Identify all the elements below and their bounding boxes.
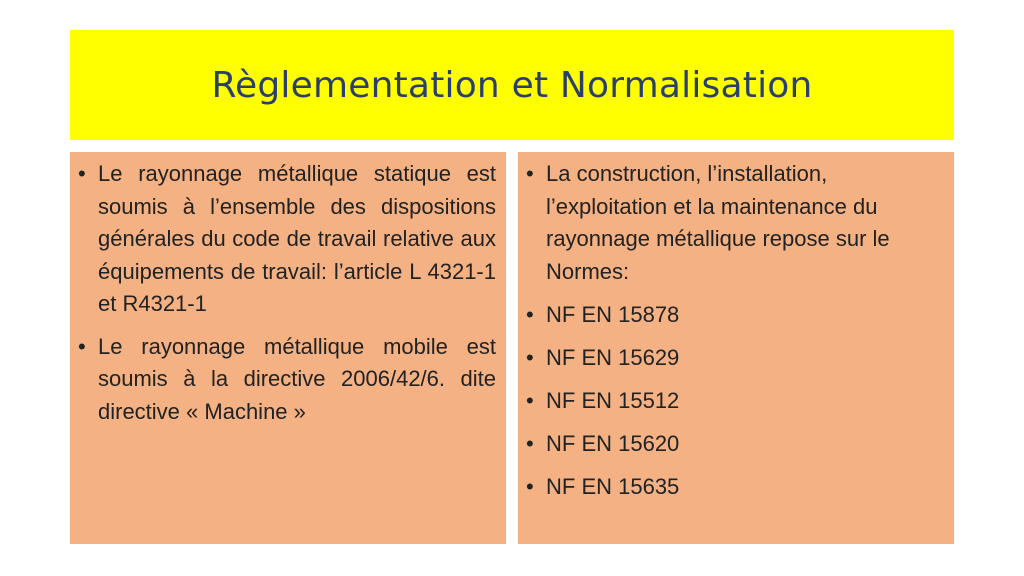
bullet-icon: •	[526, 301, 534, 327]
list-item	[526, 428, 944, 461]
right-content-panel	[518, 152, 954, 544]
bullet-icon: •	[526, 387, 534, 413]
list-item	[78, 331, 496, 429]
list-item	[526, 158, 944, 288]
list-item	[526, 299, 944, 332]
left-content-panel	[70, 152, 506, 544]
bullet-icon: •	[78, 333, 86, 359]
norm-reference: NF EN 15620	[546, 430, 680, 456]
norm-reference: NF EN 15512	[546, 387, 680, 413]
title-banner	[70, 30, 954, 140]
bullet-icon: •	[526, 430, 534, 456]
list-item	[526, 385, 944, 418]
list-item	[78, 158, 496, 321]
left-bullet-list	[78, 158, 496, 428]
bullet-icon: •	[526, 161, 534, 186]
bullet-icon: •	[526, 473, 534, 499]
norm-reference: NF EN 15878	[546, 301, 680, 327]
bullet-text: Le rayonnage métallique statique est soumis à l’ensemble des dispositions générales du code de travail relative aux équipements de travail: l’article L 4321-1 et R4321-1	[98, 161, 496, 316]
norm-reference: NF EN 15629	[546, 344, 680, 370]
list-item	[526, 471, 944, 504]
list-item	[526, 342, 944, 375]
norm-reference: NF EN 15635	[546, 473, 680, 499]
bullet-icon: •	[78, 161, 86, 186]
slide-title: Règlementation et Normalisation	[211, 64, 813, 106]
right-bullet-list	[526, 158, 944, 503]
bullet-icon: •	[526, 344, 534, 370]
bullet-text: Le rayonnage métallique mobile est soumis à la directive 2006/42/6. dite directive « Machine »	[98, 333, 496, 424]
bullet-text: La construction, l’installation, l’exploitation et la maintenance du rayonnage métallique repose sur le Normes:	[546, 161, 890, 284]
